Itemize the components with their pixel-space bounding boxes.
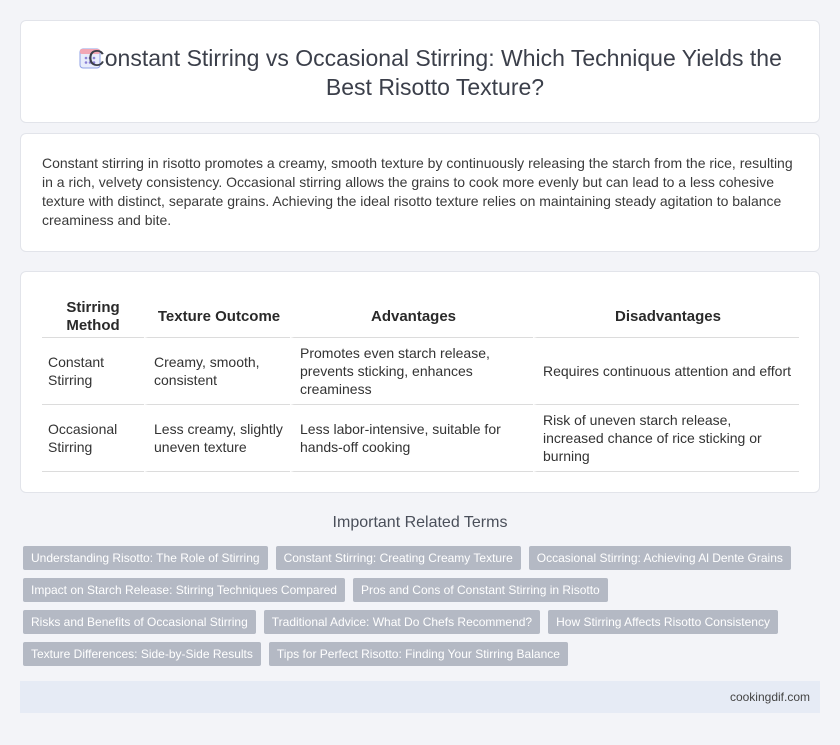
table-cell: Less creamy, slightly uneven texture <box>144 405 290 472</box>
related-tag[interactable]: Tips for Perfect Risotto: Finding Your Stirring Balance <box>269 642 568 666</box>
table-header-row <box>42 296 799 338</box>
related-terms-heading: Important Related Terms <box>332 514 508 531</box>
page-title: Constant Stirring vs Occasional Stirring: Which Technique Yields the Best Risotto Texture? <box>88 45 782 100</box>
related-tag[interactable]: How Stirring Affects Risotto Consistency <box>548 610 778 634</box>
footer <box>20 681 820 713</box>
related-tag[interactable]: Impact on Starch Release: Stirring Techniques Compared <box>23 578 345 602</box>
comparison-table <box>42 296 799 472</box>
related-tag[interactable]: Constant Stirring: Creating Creamy Texture <box>276 546 521 570</box>
table-cell: Occasional Stirring <box>42 405 144 472</box>
related-tags <box>23 546 803 674</box>
related-tag[interactable]: Risks and Benefits of Occasional Stirring <box>23 610 256 634</box>
site-link[interactable]: cookingdif.com <box>729 690 810 704</box>
column-header: Stirring Method <box>42 296 144 338</box>
table-cell: Promotes even starch release, prevents sticking, enhances creaminess <box>290 338 533 405</box>
column-header: Disadvantages <box>533 296 799 338</box>
related-tag[interactable]: Traditional Advice: What Do Chefs Recommend? <box>264 610 540 634</box>
table-cell: Constant Stirring <box>42 338 144 405</box>
related-tag[interactable]: Occasional Stirring: Achieving Al Dente Grains <box>529 546 791 570</box>
column-header: Texture Outcome <box>144 296 290 338</box>
table-row <box>42 405 799 472</box>
comparison-table-card <box>20 271 820 493</box>
related-tag[interactable]: Understanding Risotto: The Role of Stirring <box>23 546 268 570</box>
table-row <box>42 338 799 405</box>
intro-card <box>20 133 820 252</box>
related-tag[interactable]: Texture Differences: Side-by-Side Results <box>23 642 261 666</box>
intro-paragraph: Constant stirring in risotto promotes a creamy, smooth texture by continuously releasing the starch from the rice, resulting in a rich, velvety consistency. Occasional stirring allows the grains to cook more evenly but can lead to a less cohesive texture with distinct, separate grains. Achieving the ideal risotto texture relies on maintaining steady agitation to balance creaminess and bite. <box>42 155 793 228</box>
table-cell: Requires continuous attention and effort <box>533 338 799 405</box>
table-cell: Risk of uneven starch release, increased chance of rice sticking or burning <box>533 405 799 472</box>
title-card <box>20 20 820 123</box>
column-header: Advantages <box>290 296 533 338</box>
table-cell: Creamy, smooth, consistent <box>144 338 290 405</box>
related-tag[interactable]: Pros and Cons of Constant Stirring in Risotto <box>353 578 608 602</box>
table-cell: Less labor-intensive, suitable for hands-off cooking <box>290 405 533 472</box>
